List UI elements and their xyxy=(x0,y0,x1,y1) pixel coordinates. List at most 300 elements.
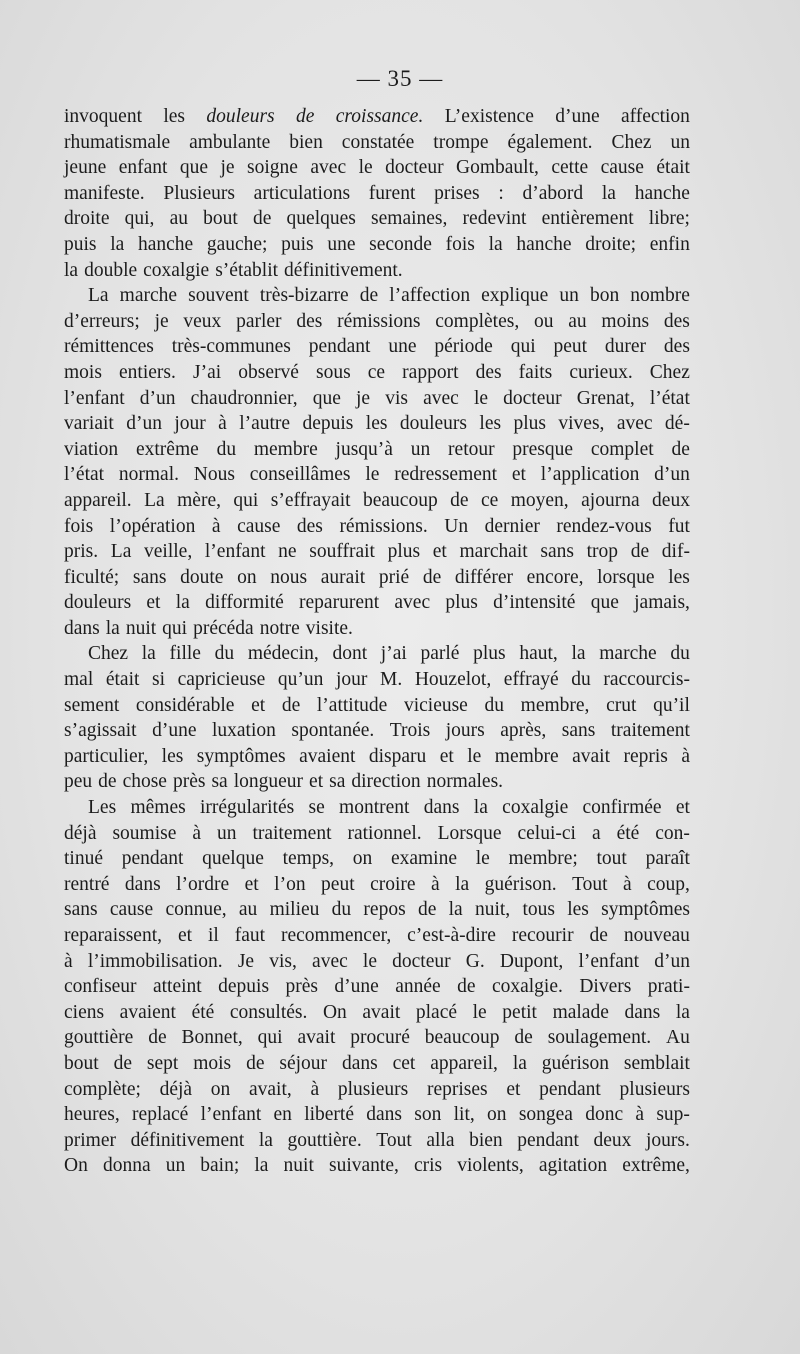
word: se xyxy=(308,797,325,819)
word: différer xyxy=(454,566,513,588)
word: mal xyxy=(64,669,94,691)
word: fut xyxy=(668,515,690,537)
word: Dupont, xyxy=(499,950,564,972)
word: bout xyxy=(203,208,238,230)
word: redevint xyxy=(462,208,527,230)
text-line xyxy=(64,565,690,591)
word: doute xyxy=(180,566,224,588)
word: d’une xyxy=(555,106,600,127)
word: d’un xyxy=(139,387,176,409)
word: au xyxy=(169,208,188,230)
word: extrême, xyxy=(622,1155,690,1177)
word: et xyxy=(309,771,324,793)
word: Chez xyxy=(649,361,690,383)
word: de xyxy=(246,1052,265,1074)
word: un xyxy=(670,131,690,153)
word: furent xyxy=(368,182,416,204)
word: peu xyxy=(64,771,93,793)
word: les xyxy=(161,745,184,767)
word: Trois xyxy=(389,720,431,742)
word: à xyxy=(431,873,440,895)
text-line xyxy=(64,1000,690,1026)
word: et xyxy=(251,694,266,716)
word: avec xyxy=(310,157,347,179)
word: à xyxy=(635,1104,645,1126)
word: qu’un xyxy=(277,669,324,691)
word: j’ai xyxy=(380,643,407,665)
word: de xyxy=(281,694,301,716)
word: invoquent xyxy=(64,106,142,127)
word: l’enfant xyxy=(204,541,266,563)
word: plus xyxy=(473,643,506,665)
text-line xyxy=(64,846,690,872)
word: repos xyxy=(363,899,406,921)
word: bain; xyxy=(200,1155,240,1177)
word: avait xyxy=(297,1027,336,1049)
word: fois xyxy=(445,233,475,255)
word: la xyxy=(601,182,616,204)
word: avait xyxy=(572,745,611,767)
word: de xyxy=(589,925,608,946)
word: spontanée. xyxy=(291,720,375,742)
word: irrégularités xyxy=(199,797,295,819)
word: enfant xyxy=(118,157,168,179)
word: reparurent xyxy=(299,592,380,614)
word: son xyxy=(414,1104,442,1126)
word: jeune xyxy=(64,157,107,179)
word: petit xyxy=(502,1001,537,1023)
word: bon xyxy=(589,285,620,307)
word: puis xyxy=(281,233,314,255)
word: le xyxy=(365,464,380,486)
word: douleurs xyxy=(399,413,468,435)
word: souvent xyxy=(188,285,249,307)
word: plus xyxy=(513,413,546,435)
word: jours. xyxy=(646,1129,690,1151)
word: le xyxy=(362,950,377,972)
word: notre xyxy=(259,617,300,639)
word: que xyxy=(590,592,619,614)
word: l’état xyxy=(649,387,690,409)
word: l’enfant xyxy=(578,950,640,972)
word: curieux. xyxy=(569,361,633,383)
word: avaient xyxy=(119,1001,176,1023)
word: la xyxy=(455,873,470,895)
word: complet xyxy=(590,438,654,460)
word: la xyxy=(473,797,488,819)
word: avaient xyxy=(299,745,356,767)
word: l’opération xyxy=(109,515,196,537)
word: déjà xyxy=(64,822,97,844)
word: la xyxy=(110,233,125,255)
text-line xyxy=(64,718,690,744)
word: : xyxy=(498,182,504,204)
word: variait xyxy=(64,413,114,435)
text-line xyxy=(64,386,690,412)
word: après, xyxy=(500,720,547,742)
word: La xyxy=(110,541,132,563)
word: Au xyxy=(666,1027,690,1049)
word: de xyxy=(450,489,469,511)
word: hanche xyxy=(634,182,690,204)
word: appareil, xyxy=(430,1052,498,1074)
word: La xyxy=(88,285,109,307)
word: donc xyxy=(585,1104,624,1126)
word: près xyxy=(285,976,318,998)
word: Nous xyxy=(193,464,235,486)
word: de xyxy=(359,285,379,307)
word: la xyxy=(512,1052,527,1074)
word: confiseur xyxy=(64,976,137,998)
word: rationnel. xyxy=(347,822,422,844)
word: s’effrayait xyxy=(270,489,351,511)
word: c’est-à-dire xyxy=(407,925,496,946)
word: les xyxy=(567,899,589,921)
word: trop xyxy=(586,541,619,563)
word: nuit xyxy=(283,1155,314,1177)
word: avait, xyxy=(248,1078,292,1100)
word: ambulante xyxy=(189,131,271,153)
word: l’autre xyxy=(239,413,291,435)
word: hanche xyxy=(516,233,572,255)
word: jour xyxy=(174,413,206,435)
word: particulier, xyxy=(64,745,149,767)
text-line xyxy=(64,769,690,795)
word: des xyxy=(296,515,323,537)
word: sept xyxy=(146,1052,179,1074)
word: jusqu’à xyxy=(335,438,393,460)
word: vicieuse xyxy=(403,694,468,716)
word: les xyxy=(163,106,186,127)
word: également. xyxy=(507,131,593,153)
text-line xyxy=(64,155,690,181)
word: précéda xyxy=(193,617,254,639)
word: chaudronnier, xyxy=(190,387,298,409)
word: luxation xyxy=(211,720,276,742)
text-line xyxy=(64,897,690,923)
word: docteur xyxy=(503,387,562,409)
word: dans xyxy=(423,797,460,819)
word: douleurs xyxy=(64,592,132,614)
word: bien xyxy=(469,1129,503,1151)
word: aurait xyxy=(320,566,366,588)
word: de xyxy=(422,566,442,588)
word: gauche; xyxy=(206,233,268,255)
word: reprises xyxy=(426,1078,488,1100)
word: été xyxy=(191,1001,215,1023)
word: replacé xyxy=(132,1104,189,1126)
word: avec xyxy=(394,592,431,614)
word: docteur xyxy=(385,157,444,179)
word: d’une xyxy=(152,720,197,742)
word: et xyxy=(511,464,526,486)
word: redressement xyxy=(394,464,498,486)
word: dans xyxy=(341,1052,378,1074)
word: presque xyxy=(512,438,574,460)
word: avec xyxy=(616,413,653,435)
word: ajourna xyxy=(581,489,640,511)
word: cette xyxy=(551,157,589,179)
word: le xyxy=(473,387,489,409)
word: sous xyxy=(315,361,351,383)
word: période xyxy=(434,336,493,358)
word: gouttière xyxy=(64,1027,134,1049)
word: l’état xyxy=(64,464,105,486)
word: à xyxy=(218,413,227,435)
word: effrayé xyxy=(503,669,559,691)
word: sa xyxy=(211,771,228,793)
word: et xyxy=(244,873,259,895)
word: plus xyxy=(387,541,421,563)
word: parlé xyxy=(420,643,460,665)
word: sup- xyxy=(656,1104,690,1126)
word: soigne xyxy=(247,157,298,179)
word: bout xyxy=(64,1052,99,1074)
word: libre; xyxy=(648,208,690,230)
word: docteur xyxy=(392,950,451,972)
word: soumise xyxy=(112,822,177,844)
word: marche xyxy=(119,285,178,307)
word: consultés. xyxy=(229,1001,308,1023)
word: marchait xyxy=(459,541,528,563)
word: année xyxy=(395,976,441,998)
word: confirmée xyxy=(582,797,662,819)
word: quelques xyxy=(286,208,356,230)
word: très-communes xyxy=(171,336,291,358)
text-line xyxy=(64,130,690,156)
word: à xyxy=(310,1078,320,1100)
word: une xyxy=(327,233,356,255)
word: du xyxy=(331,899,352,921)
word: moins xyxy=(601,310,650,332)
word: plusieurs xyxy=(619,1078,690,1100)
word: celui-ci xyxy=(517,822,576,844)
word: nuit xyxy=(125,617,157,639)
word: faits xyxy=(518,361,553,383)
word: visite. xyxy=(305,617,353,639)
word: moyen, xyxy=(510,489,569,511)
word: normal. xyxy=(118,464,179,486)
word: parler xyxy=(236,310,282,332)
word: guérison xyxy=(541,1052,609,1074)
word: appareil. xyxy=(64,489,132,511)
word: capricieuse xyxy=(177,669,266,691)
word: l’enfant xyxy=(64,387,125,409)
word: rentré xyxy=(64,873,110,895)
word: prises xyxy=(434,182,480,204)
text-line xyxy=(64,437,690,463)
text-line xyxy=(64,181,690,207)
word: rémissions xyxy=(337,310,421,332)
text-line xyxy=(64,974,690,1000)
word: disparu xyxy=(368,745,427,767)
body-text xyxy=(64,104,690,1179)
word: était xyxy=(656,157,690,179)
word: normales. xyxy=(426,771,504,793)
word: On xyxy=(322,1001,347,1023)
word: depuis xyxy=(218,976,270,998)
word: on xyxy=(352,848,373,870)
word: le xyxy=(475,848,490,870)
word: ou xyxy=(533,310,554,332)
text-line xyxy=(64,744,690,770)
word: repris xyxy=(623,745,668,767)
word: beaucoup xyxy=(424,1027,500,1049)
text-line xyxy=(64,258,690,284)
word: vives, xyxy=(558,413,605,435)
word: traitement xyxy=(610,720,690,742)
word: du xyxy=(571,669,591,691)
word: Tout xyxy=(572,873,608,895)
word: veille, xyxy=(144,541,193,563)
word: et xyxy=(439,745,454,767)
word: à xyxy=(192,822,201,844)
word: symptômes xyxy=(601,899,690,921)
word: droite; xyxy=(585,233,637,255)
word: semblait xyxy=(623,1052,690,1074)
word: milieu xyxy=(269,899,320,921)
word: que xyxy=(312,387,341,409)
word: cet xyxy=(392,1052,416,1074)
word: on xyxy=(237,566,257,588)
word: le xyxy=(467,745,482,767)
word: primer xyxy=(64,1129,116,1151)
word: ce xyxy=(367,361,386,383)
word: manifeste. xyxy=(64,182,145,204)
word: avec xyxy=(423,387,459,409)
word: et xyxy=(146,592,161,614)
word: à xyxy=(64,950,73,972)
word: dans xyxy=(624,1001,661,1023)
word: un xyxy=(216,822,237,844)
word: avec xyxy=(312,950,348,972)
word: mère, xyxy=(177,489,221,511)
word: affection xyxy=(620,106,690,127)
word: je xyxy=(356,387,371,409)
word: de xyxy=(671,438,690,460)
word: d’un xyxy=(126,413,162,435)
word: dé- xyxy=(664,413,690,435)
word: et xyxy=(432,541,447,563)
word: trompe xyxy=(433,131,489,153)
word: complète; xyxy=(64,1078,141,1100)
text-line xyxy=(64,334,690,360)
word: coxalgie xyxy=(502,797,569,819)
word: coxalgie xyxy=(143,259,210,281)
word: l’enfant xyxy=(200,1104,262,1126)
word: dans xyxy=(366,1104,403,1126)
word: de xyxy=(98,771,117,793)
word: des xyxy=(663,336,690,358)
word: explique xyxy=(481,285,549,307)
word: articulations xyxy=(253,182,351,204)
text-line xyxy=(64,514,690,540)
word: rapport xyxy=(402,361,459,383)
word: liberté xyxy=(304,1104,354,1126)
word: Tout xyxy=(376,1129,412,1151)
word: sans xyxy=(132,566,167,588)
word: double xyxy=(84,259,138,281)
word: deux xyxy=(593,1129,632,1151)
word: longueur xyxy=(233,771,304,793)
italic-word: douleurs xyxy=(206,106,275,127)
word: nous xyxy=(270,566,308,588)
word: la xyxy=(105,617,120,639)
word: depuis xyxy=(302,413,354,435)
word: il xyxy=(207,925,219,946)
text-line xyxy=(64,104,690,130)
word: un xyxy=(165,1155,186,1177)
word: constatée xyxy=(341,131,415,153)
word: la xyxy=(175,592,190,614)
word: souffrait xyxy=(309,541,375,563)
word: nuit, xyxy=(474,899,511,921)
text-line xyxy=(64,923,690,949)
text-line xyxy=(64,539,690,565)
word: peut xyxy=(321,873,355,895)
word: du xyxy=(484,694,504,716)
word: la xyxy=(254,1155,269,1177)
word: la xyxy=(64,259,79,281)
word: dans xyxy=(64,617,100,639)
paragraph-first-line xyxy=(64,641,690,667)
text-line xyxy=(64,411,690,437)
word: Divers xyxy=(579,976,632,998)
word: semaines, xyxy=(371,208,448,230)
word: faut xyxy=(234,925,266,946)
word: difformité xyxy=(205,592,284,614)
word: malade xyxy=(552,1001,609,1023)
word: durer xyxy=(604,336,647,358)
word: puis xyxy=(64,233,97,255)
word: l’on xyxy=(274,873,306,895)
word: la xyxy=(571,643,586,665)
paragraph-first-line xyxy=(64,283,690,309)
word: des xyxy=(663,310,690,332)
text-line xyxy=(64,360,690,386)
word: du xyxy=(214,643,235,665)
word: Un xyxy=(444,515,469,537)
word: des xyxy=(475,361,502,383)
word: Chez xyxy=(611,131,652,153)
word: placé xyxy=(415,1001,458,1023)
word: une xyxy=(388,336,417,358)
word: membre xyxy=(494,745,559,767)
word: On xyxy=(64,1155,88,1177)
word: tinué xyxy=(64,848,103,870)
word: d’un xyxy=(654,464,690,486)
word: symptômes xyxy=(196,745,286,767)
word: extrême xyxy=(135,438,199,460)
word: la xyxy=(448,899,463,921)
text-line xyxy=(64,1051,690,1077)
word: qui, xyxy=(124,208,155,230)
word: que xyxy=(179,157,209,179)
word: observé xyxy=(238,361,299,383)
word: entiers. xyxy=(119,361,176,383)
word: montrent xyxy=(339,797,410,819)
word: d’une xyxy=(334,976,379,998)
text-line xyxy=(64,1025,690,1051)
word: des xyxy=(296,310,323,332)
word: d’intensité xyxy=(493,592,576,614)
word: Grenat, xyxy=(576,387,635,409)
word: sans xyxy=(540,541,574,563)
word: qui xyxy=(510,336,536,358)
word: au xyxy=(568,310,587,332)
word: recourir xyxy=(511,925,574,946)
word: nouveau xyxy=(623,925,690,946)
